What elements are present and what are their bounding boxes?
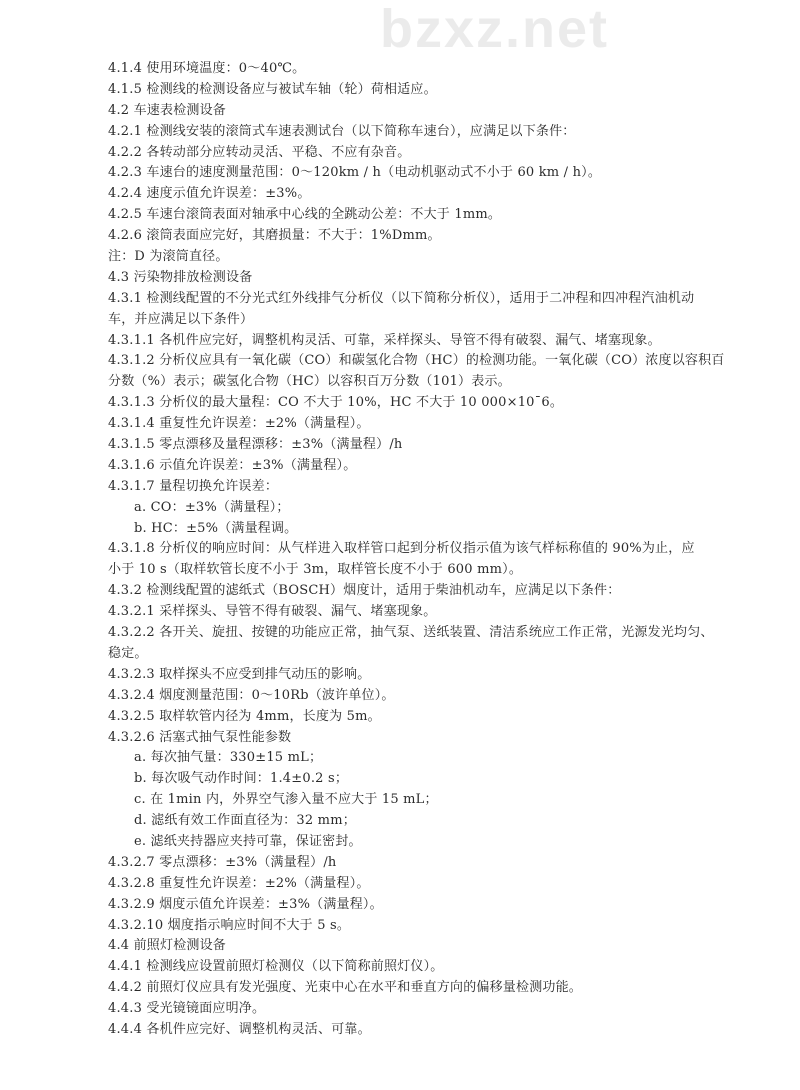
text-line: 4.4.2 前照灯仪应具有发光强度、光束中心在水平和垂直方向的偏移量检测功能。 [108, 980, 583, 996]
text-line: 4.3.2.7 零点漂移：±3%（满量程）/h [108, 854, 337, 870]
text-line: 4.3.2.6 活塞式抽气泵性能参数 [108, 729, 292, 745]
text-line: 4.3.2.8 重复性允许误差：±2%（满量程）。 [108, 875, 370, 891]
text-line: 4.3.2.3 取样探头不应受到排气动压的影响。 [108, 666, 371, 682]
text-line: 4.4 前照灯检测设备 [108, 938, 227, 954]
text-line: 4.3.2.5 取样软管内径为 4mm，长度为 5m。 [108, 708, 381, 724]
text-line: 4.2.3 车速台的速度测量范围：0～120km / h（电动机驱动式不小于 60 km / h）。 [108, 165, 602, 181]
text-line: 4.3.1.7 量程切换允许误差： [108, 478, 279, 494]
text-line: 4.3.2.4 烟度测量范围：0～10Rb（波许单位）。 [108, 687, 395, 703]
text-line: 4.2.2 各转动部分应转动灵活、平稳、不应有杂音。 [108, 144, 411, 160]
text-line: 4.3.1.1 各机件应完好，调整机构灵活、可靠，采样探头、导管不得有破裂、漏气、堵塞现象。 [108, 332, 661, 348]
text-line: 注：D 为滚筒直径。 [108, 249, 229, 265]
text-line: 4.3.1.6 示值允许误差：±3%（满量程）。 [108, 457, 357, 473]
text-line: 4.3.2.2 各开关、旋扭、按键的功能应正常，抽气泵、送纸装置、清洁系统应工作正常，光源发光均匀、 [108, 625, 714, 641]
list-item: e. 滤纸夹持器应夹持可靠，保证密封。 [134, 833, 362, 849]
list-item: c. 在 1min 内，外界空气渗入量不应大于 15 mL； [134, 792, 438, 808]
list-item: d. 滤纸有效工作面直径为：32 mm； [134, 813, 356, 829]
list-item: b. 每次吸气动作时间：1.4±0.2 s； [134, 771, 349, 787]
watermark: bzxz.net [380, 0, 610, 59]
text-line: 4.3.1.5 零点漂移及量程漂移：±3%（满量程）/h [108, 437, 403, 453]
text-line: 4.2.6 滚筒表面应完好，其磨损量：不大于：1%Dmm。 [108, 228, 441, 244]
text-line: 4.3.1.4 重复性允许误差：±2%（满量程）。 [108, 416, 370, 432]
text-line: 4.3 污染物排放检测设备 [108, 269, 253, 285]
text-line: 稳定。 [108, 645, 148, 661]
text-line: 4.3.2.1 采样探头、导管不得有破裂、漏气、堵塞现象。 [108, 604, 437, 620]
list-item: a. CO：±3%（满量程）； [134, 499, 290, 515]
text-line: 4.3.1.2 分析仪应具有一氧化碳（CO）和碳氢化合物（HC）的检测功能。一氧化碳（CO）浓度以容积百 [108, 353, 725, 369]
text-line: 4.3.2.10 烟度指示响应时间不大于 5 s。 [108, 917, 351, 933]
text-line: 4.3.2 检测线配置的滤纸式（BOSCH）烟度计，适用于柴油机动车，应满足以下条件： [108, 583, 621, 599]
text-line: 4.3.1.3 分析仪的最大量程：CO 不大于 10%，HC 不大于 10 000×10¯6。 [108, 395, 564, 411]
text-line: 小于 10 s（取样软管长度不小于 3m，取样管长度不小于 600 mm）。 [108, 562, 523, 578]
text-line: 分数（%）表示；碳氢化合物（HC）以容积百万分数（101）表示。 [108, 374, 511, 390]
text-line: 4.4.4 各机件应完好、调整机构灵活、可靠。 [108, 1021, 371, 1037]
text-line: 4.3.1 检测线配置的不分光式红外线排气分析仪（以下简称分析仪），适用于二冲程和四冲程汽油机动 [108, 290, 695, 306]
text-line: 4.1.4 使用环境温度：0～40℃。 [108, 61, 306, 76]
text-line: 4.1.5 检测线的检测设备应与被试车轴（轮）荷相适应。 [108, 81, 437, 97]
text-line: 车，并应满足以下条件） [108, 311, 254, 327]
list-item: a. 每次抽气量：330±15 mL； [134, 750, 323, 766]
text-line: 4.3.2.9 烟度示值允许误差：±3%（满量程）。 [108, 896, 383, 912]
text-line: 4.2.4 速度示值允许误差：±3%。 [108, 186, 311, 202]
text-line: 4.2.5 车速台滚筒表面对轴承中心线的全跳动公差：不大于 1mm。 [108, 207, 502, 223]
text-line: 4.4.3 受光镜镜面应明净。 [108, 1001, 266, 1017]
text-line: 4.2.1 检测线安装的滚筒式车速表测试台（以下简称车速台），应满足以下条件： [108, 123, 576, 139]
text-line: 4.4.1 检测线应设置前照灯检测仪（以下简称前照灯仪）。 [108, 959, 444, 975]
document-body [108, 59, 748, 1041]
text-line: 4.2 车速表检测设备 [108, 102, 227, 118]
list-item: b. HC：±5%（满量程调。 [134, 520, 298, 536]
text-line: 4.3.1.8 分析仪的响应时间：从气样进入取样管口起到分析仪指示值为该气样标称值的 90%为止，应 [108, 541, 695, 557]
